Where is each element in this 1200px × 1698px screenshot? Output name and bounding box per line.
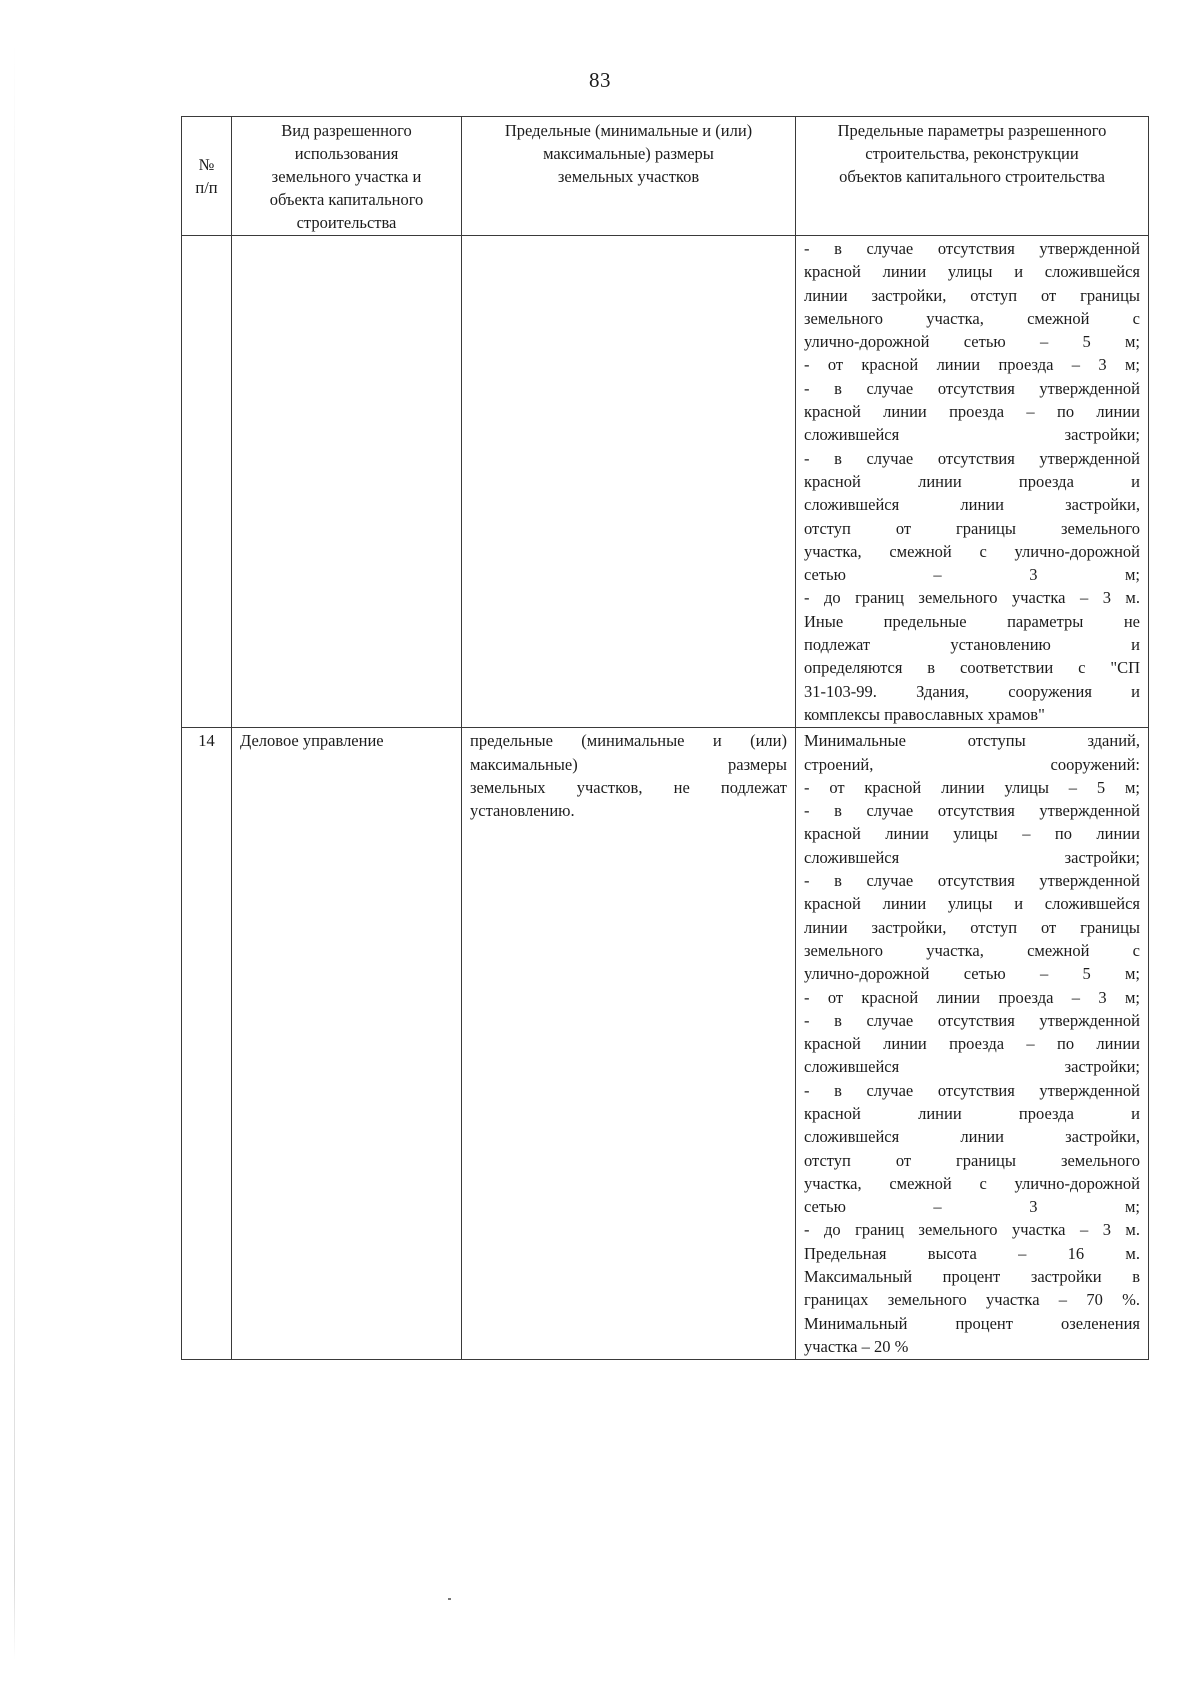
cell-text-line: отступ от границы земельного xyxy=(804,518,1140,538)
header-number xyxy=(182,117,232,236)
cell-text-line: земельного участка, смежной с xyxy=(804,308,1140,328)
cell-text-line: сложившейся линии застройки, xyxy=(804,1127,1140,1147)
page-number: 83 xyxy=(589,68,611,92)
cell-text-line: максимальные) размеры xyxy=(470,754,787,774)
cell-text-line: установлению. xyxy=(470,801,575,821)
cell-text-line: Иные предельные параметры не xyxy=(804,611,1140,631)
cell-text-line: границах земельного участка – 70 %. xyxy=(804,1290,1140,1310)
cell-text-line: земельного участка и xyxy=(271,167,422,186)
land-use-parameters-table xyxy=(181,116,1149,1360)
cell-text-line: определяются в соответствии с "СП xyxy=(804,658,1140,678)
cell-text-line: красной линии улицы и сложившейся xyxy=(804,894,1140,914)
cell-text-line: объектов капитального строительства xyxy=(839,167,1105,186)
cell-text-line: - до границ земельного участка – 3 м. xyxy=(804,588,1140,608)
cell-text-line: земельных участков, не подлежат xyxy=(470,777,787,797)
row-number xyxy=(182,236,232,728)
cell-text-line: сложившейся застройки; xyxy=(804,847,1140,867)
cell-text-line: максимальные) размеры xyxy=(543,144,714,163)
cell-text-line: сетью – 3 м; xyxy=(804,1197,1140,1217)
cell-text-line: красной линии улицы – по линии xyxy=(804,824,1140,844)
cell-text-line: - в случае отсутствия утвержденной xyxy=(804,801,1140,821)
cell-text-line: - в случае отсутствия утвержденной xyxy=(804,378,1140,398)
cell-text-line: линии застройки, отступ от границы xyxy=(804,917,1140,937)
cell-text-line: - в случае отсутствия утвержденной xyxy=(804,448,1140,468)
cell-text-line: красной линии проезда – по линии xyxy=(804,402,1140,422)
row-plot-size xyxy=(462,728,796,1360)
cell-text-line: использования xyxy=(294,144,399,163)
table-header xyxy=(182,117,1149,236)
scan-edge-shadow xyxy=(14,40,15,1660)
cell-text-line: - в случае отсутствия утвержденной xyxy=(804,1080,1140,1100)
row-use-type: Деловое управление xyxy=(232,728,462,1360)
row-construction-params xyxy=(796,728,1149,1360)
cell-text-line: п/п xyxy=(195,178,218,197)
cell-text-line: - от красной линии проезда – 3 м; xyxy=(804,355,1140,375)
cell-text-line: участка, смежной с улично-дорожной xyxy=(804,1173,1140,1193)
header-construction-params xyxy=(796,117,1149,236)
cell-text-line: подлежат установлению и xyxy=(804,635,1140,655)
cell-text-line: строительства, реконструкции xyxy=(865,144,1079,163)
cell-text-line: земельного участка, смежной с xyxy=(804,940,1140,960)
cell-text-line: земельных участков xyxy=(557,167,700,186)
cell-text-line: участка – 20 % xyxy=(804,1336,909,1356)
row-number: 14 xyxy=(182,728,232,1360)
row-construction-params xyxy=(796,236,1149,728)
cell-text-line: Предельная высота – 16 м. xyxy=(804,1243,1140,1263)
cell-text-line: красной линии проезда и xyxy=(804,1103,1140,1123)
cell-text-line: Максимальный процент застройки в xyxy=(804,1267,1140,1287)
cell-text-line: улично-дорожной сетью – 5 м; xyxy=(804,964,1140,984)
cell-text-line: Минимальный процент озеленения xyxy=(804,1313,1140,1333)
table-row xyxy=(182,236,1149,728)
cell-text-line: сетью – 3 м; xyxy=(804,565,1140,585)
header-use-type xyxy=(232,117,462,236)
cell-text-line: Минимальные отступы зданий, xyxy=(804,731,1140,751)
row-plot-size xyxy=(462,236,796,728)
header-row xyxy=(182,117,1149,236)
cell-text-line: красной линии проезда – по линии xyxy=(804,1034,1140,1054)
cell-text-line: 31-103-99. Здания, сооружения и xyxy=(804,681,1140,701)
cell-text-line: сложившейся застройки; xyxy=(804,425,1140,445)
cell-text-line: Предельные параметры разрешенного xyxy=(837,121,1107,140)
cell-text-line: объекта капитального xyxy=(269,190,424,209)
cell-text-line: красной линии проезда и xyxy=(804,471,1140,491)
cell-text-line: - в случае отсутствия утвержденной xyxy=(804,871,1140,891)
cell-text-line: сложившейся застройки; xyxy=(804,1057,1140,1077)
table-body xyxy=(182,236,1149,1360)
cell-text-line: предельные (минимальные и (или) xyxy=(470,731,787,751)
cell-text-line: строительства xyxy=(296,213,397,232)
cell-text-line: участка, смежной с улично-дорожной xyxy=(804,541,1140,561)
cell-text-line: линии застройки, отступ от границы xyxy=(804,285,1140,305)
cell-text-line: - в случае отсутствия утвержденной xyxy=(804,1010,1140,1030)
cell-text-line: - в случае отсутствия утвержденной xyxy=(804,239,1140,258)
cell-text-line: строений, сооружений: xyxy=(804,754,1140,774)
cell-text-line: - от красной линии проезда – 3 м; xyxy=(804,987,1140,1007)
cell-text-line: № xyxy=(198,155,215,174)
row-use-type xyxy=(232,236,462,728)
cell-text-line: красной линии улицы и сложившейся xyxy=(804,262,1140,282)
cell-text-line: - до границ земельного участка – 3 м. xyxy=(804,1220,1140,1240)
cell-text-line: сложившейся линии застройки, xyxy=(804,495,1140,515)
cell-text-line: Вид разрешенного xyxy=(281,121,412,140)
cell-text-line: комплексы православных храмов" xyxy=(804,704,1045,724)
cell-text-line: Предельные (минимальные и (или) xyxy=(504,121,753,140)
scan-speck xyxy=(448,1598,451,1600)
table-row xyxy=(182,728,1149,1360)
cell-text-line: - от красной линии улицы – 5 м; xyxy=(804,777,1140,797)
cell-text-line: улично-дорожной сетью – 5 м; xyxy=(804,332,1140,352)
header-plot-size xyxy=(462,117,796,236)
cell-text-line: отступ от границы земельного xyxy=(804,1150,1140,1170)
